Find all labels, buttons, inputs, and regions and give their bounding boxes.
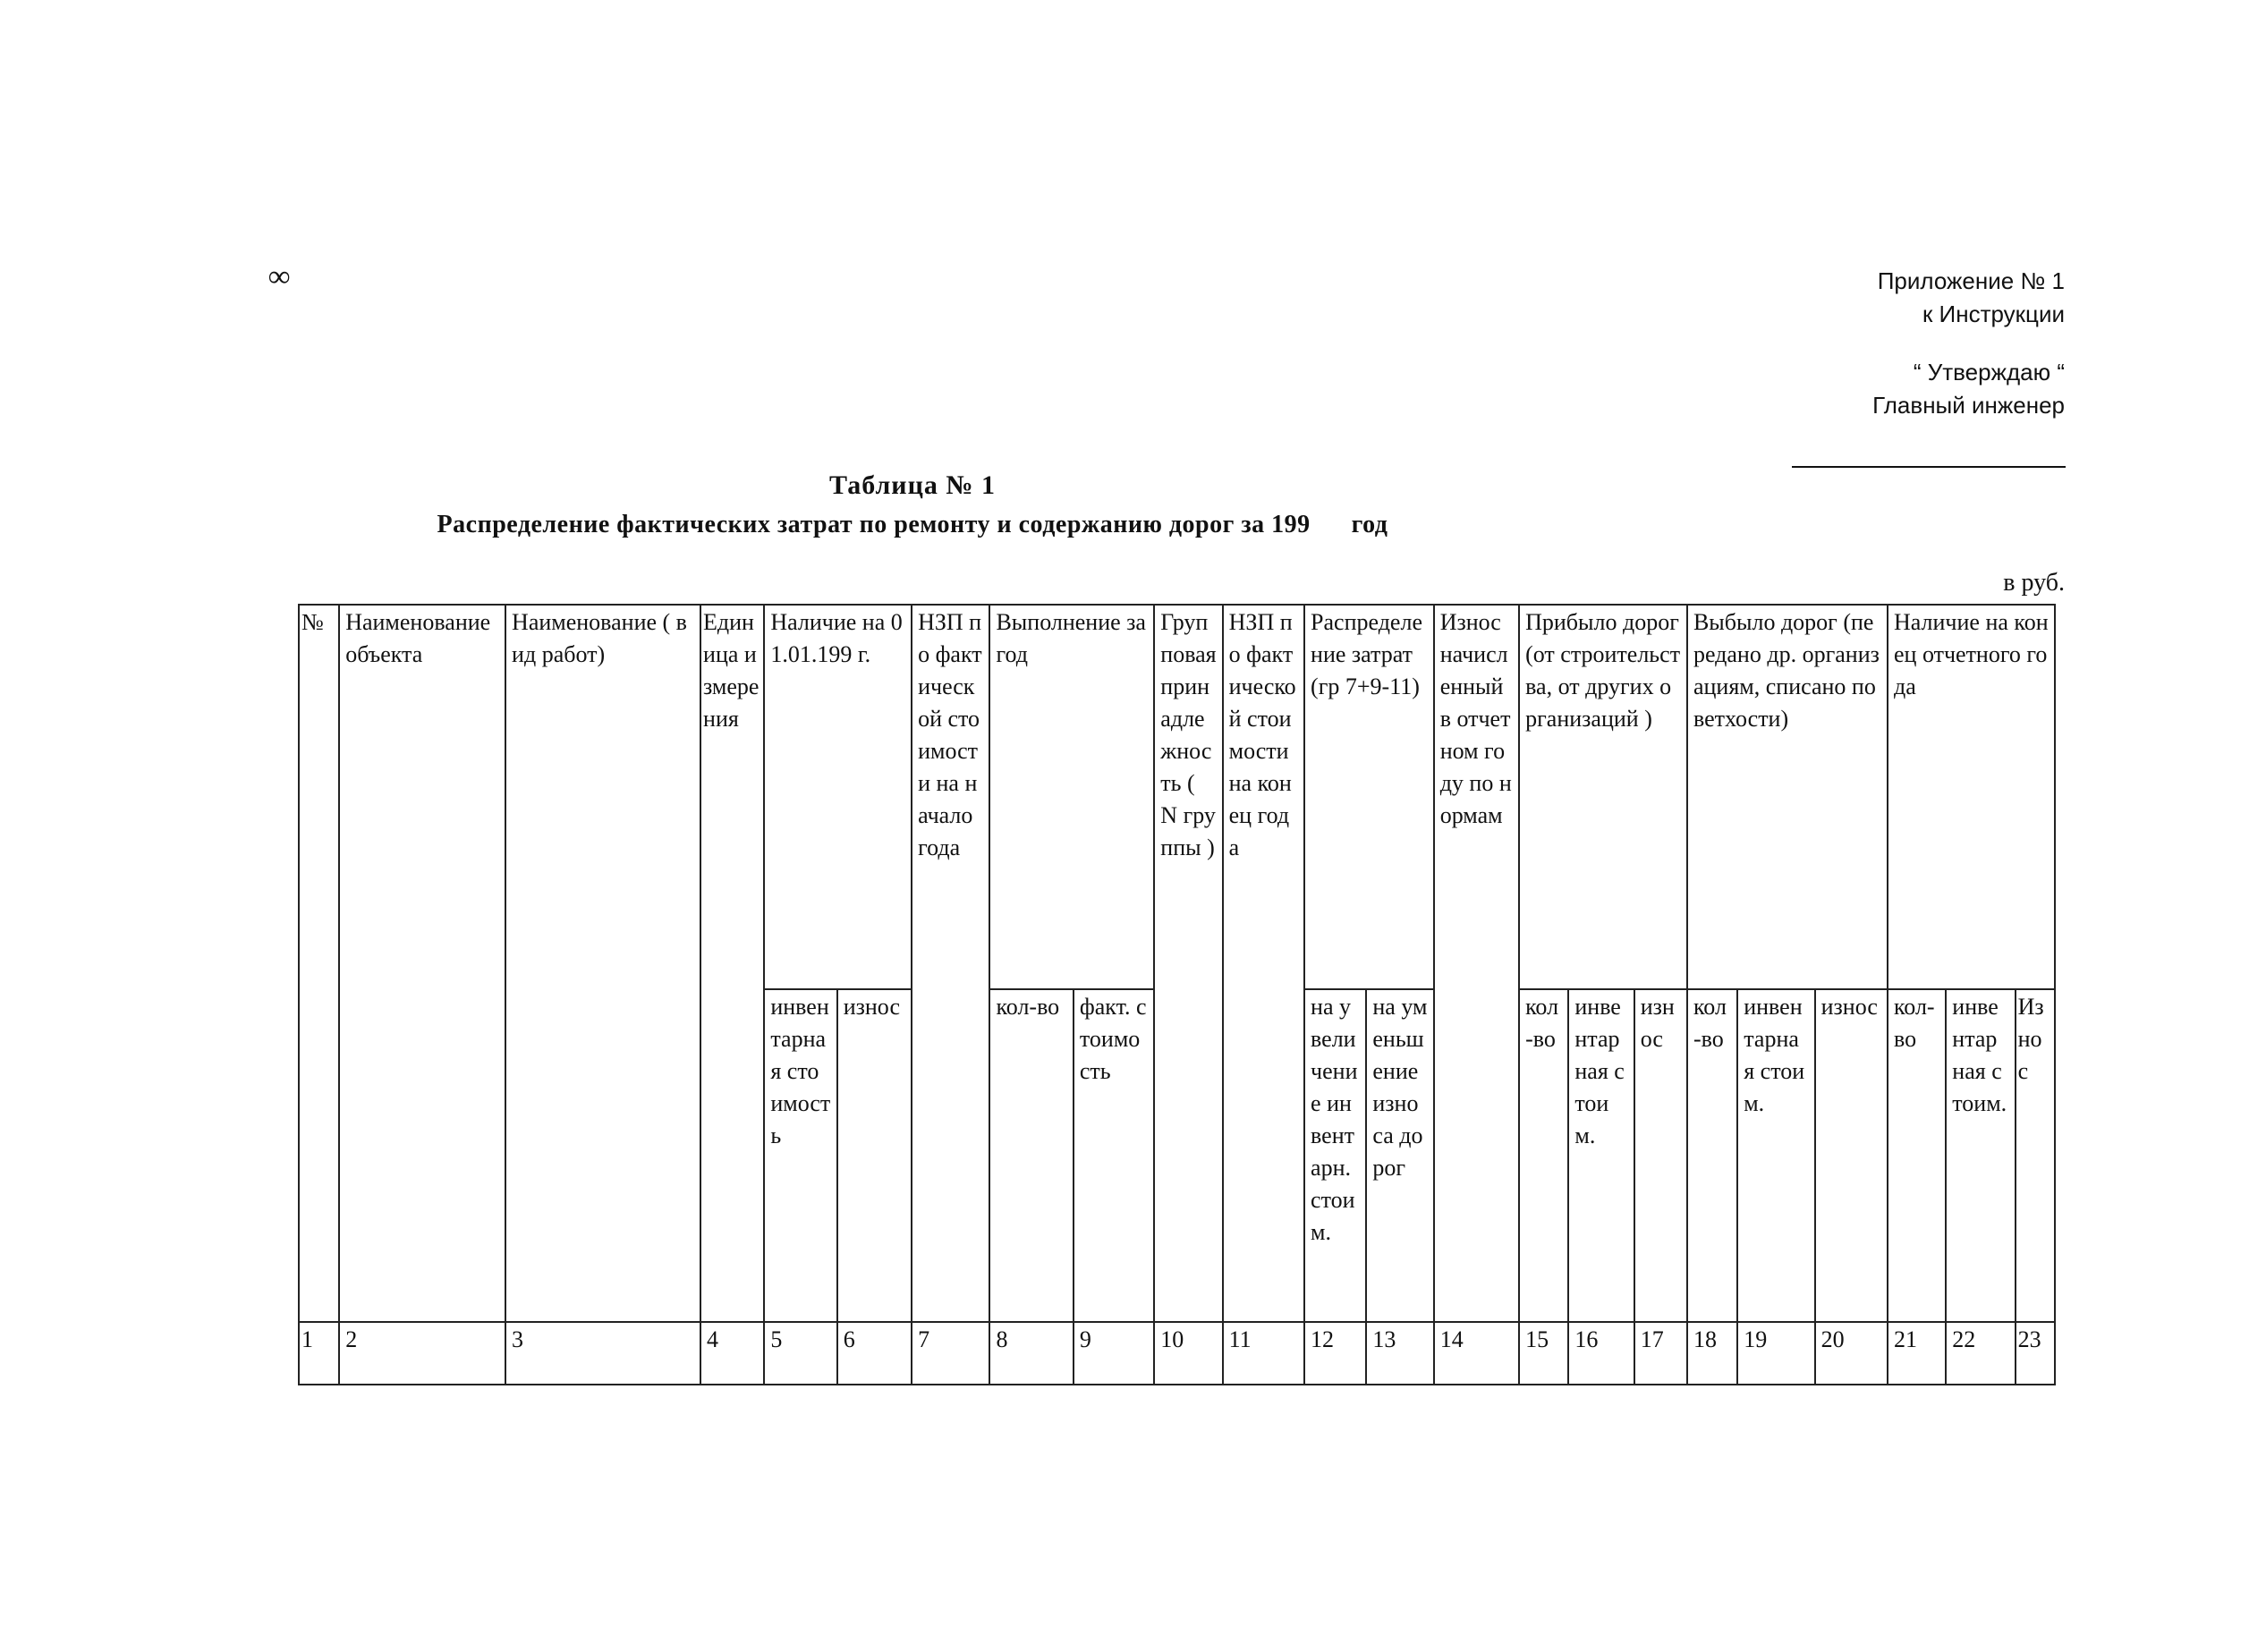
header-nzp-start: НЗП по фактической стоимости на начало года: [912, 605, 989, 1322]
table-subtitle: [0, 507, 1825, 543]
column-number: 22: [1946, 1322, 2015, 1385]
column-number: 8: [989, 1322, 1073, 1385]
header-arrived: Прибыло дорог (от строительства, от других организаций ): [1519, 605, 1687, 989]
instruction-label: к Инструкции: [1922, 301, 2065, 327]
sub-arrived-qty: кол-во: [1519, 989, 1568, 1322]
column-number: 23: [2016, 1322, 2055, 1385]
column-number: 19: [1737, 1322, 1814, 1385]
sub-left-inv: инвентарная стоим.: [1737, 989, 1814, 1322]
page-number-mark: ∞: [268, 260, 291, 293]
column-number: 4: [700, 1322, 764, 1385]
signature-line: [1792, 466, 2066, 468]
sub-end-wear: Износ: [2016, 989, 2055, 1322]
column-number: 10: [1154, 1322, 1222, 1385]
header-work-type: Наименование ( вид работ): [505, 605, 700, 1322]
sub-end-inv: инвентарная стоим.: [1946, 989, 2015, 1322]
column-number: 16: [1568, 1322, 1634, 1385]
header-left: Выбыло дорог (передано др. организациям, списано по ветхости): [1687, 605, 1888, 989]
sub-left-qty: кол-во: [1687, 989, 1737, 1322]
header-distribution: Распределение затрат (гр 7+9-11): [1304, 605, 1434, 989]
sub-decrease-wear: на уменьшение износа дорог: [1366, 989, 1433, 1322]
sub-increase-inv: на увеличение инвентарн. стоим.: [1304, 989, 1366, 1322]
header-wear-charged: Износ начисленный в отчетном году по нормам: [1434, 605, 1519, 1322]
column-number: 7: [912, 1322, 989, 1385]
column-number: 17: [1634, 1322, 1687, 1385]
column-number: 15: [1519, 1322, 1568, 1385]
header-nzp-end: НЗП по фактической стоимости на конец года: [1223, 605, 1304, 1322]
sub-inv-cost: инвентарная стоимость: [764, 989, 836, 1322]
column-number: 9: [1074, 1322, 1154, 1385]
header-done-year: Выполнение за год: [989, 605, 1154, 989]
header-group: Групповая принадлежность ( N группы ): [1154, 605, 1222, 1322]
column-number: 2: [339, 1322, 505, 1385]
appendix-label: Приложение № 1: [1877, 267, 2065, 294]
approve-label: “ Утверждаю “: [1913, 359, 2065, 385]
approval-block: [1872, 265, 2065, 422]
chief-engineer-label: Главный инженер: [1872, 392, 2065, 419]
column-number-row: [299, 1322, 2055, 1385]
header-available-start: Наличие на 01.01.199 г.: [764, 605, 912, 989]
header-no: №: [299, 605, 339, 1322]
column-number: 12: [1304, 1322, 1366, 1385]
header-object-name: Наименование объекта: [339, 605, 505, 1322]
table-number-title: Таблица № 1: [828, 470, 997, 500]
column-number: 14: [1434, 1322, 1519, 1385]
sub-arrived-wear: износ: [1634, 989, 1687, 1322]
currency-units: в руб.: [2003, 569, 2065, 597]
document-title: [0, 468, 1825, 543]
table-header-row: [299, 605, 2055, 989]
cost-distribution-table: [298, 604, 2056, 1385]
column-number: 20: [1815, 1322, 1888, 1385]
sub-arrived-inv: инвентарная стоим.: [1568, 989, 1634, 1322]
sub-qty: кол-во: [989, 989, 1073, 1322]
column-number: 5: [764, 1322, 836, 1385]
column-number: 11: [1223, 1322, 1304, 1385]
column-number: 3: [505, 1322, 700, 1385]
column-number: 1: [299, 1322, 339, 1385]
sub-wear: износ: [837, 989, 912, 1322]
column-number: 6: [837, 1322, 912, 1385]
header-unit: Единица измерения: [700, 605, 764, 1322]
column-number: 13: [1366, 1322, 1433, 1385]
column-number: 21: [1888, 1322, 1946, 1385]
sub-end-qty: кол-во: [1888, 989, 1946, 1322]
header-available-end: Наличие на конец отчетного года: [1888, 605, 2055, 989]
subtitle-text: Распределение фактических затрат по ремонту и содержанию дорог за 199: [437, 511, 1311, 538]
sub-left-wear: износ: [1815, 989, 1888, 1322]
subtitle-year-word: год: [1351, 511, 1388, 538]
column-number: 18: [1687, 1322, 1737, 1385]
sub-fact-cost: факт. стоимость: [1074, 989, 1154, 1322]
